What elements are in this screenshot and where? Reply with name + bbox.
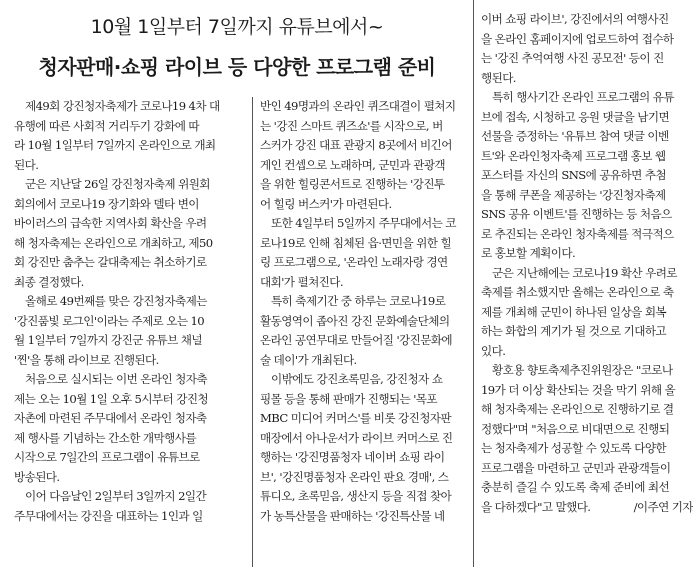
text-line: 활동영역이 좁아진 강진 문화예술단체의 bbox=[260, 313, 450, 328]
text-line: 축제를 취소했지만 올해는 온라인으로 축 bbox=[481, 285, 674, 299]
text-line: 충분히 즐길 수 있도록 축제 준비에 최선 bbox=[481, 480, 670, 494]
text-line: 을 다하겠다"고 말했다. /이주연 기자 bbox=[481, 498, 693, 518]
text-line: 최종 결정했다. bbox=[14, 274, 84, 289]
text-line: 하는 화합의 계기가 될 것으로 기대하고 bbox=[481, 324, 667, 338]
text-line: 링 프로그램으로, '온라인 노래자랑 경연 bbox=[260, 255, 448, 269]
text-line: 어 힐링 버스커'가 마련된다. bbox=[260, 196, 392, 211]
text-line: 된다. bbox=[14, 157, 39, 172]
text-line: 온라인 공연무대로 만들어질 '강진문화에 bbox=[260, 333, 453, 347]
column-divider bbox=[252, 97, 253, 567]
article-column-2 bbox=[260, 97, 463, 526]
paragraph bbox=[481, 264, 693, 362]
text-line: 매장에서 아나운서가 라이브 커머스로 진 bbox=[260, 430, 453, 445]
text-line: 행하는 '강진명품청자 네이버 쇼핑 라이 bbox=[260, 450, 445, 464]
text-line: MBC 미디어 커머스'를 비롯 강진청자판 bbox=[260, 411, 452, 425]
text-line: 가 농특산물을 판매하는 '강진특산물 네 bbox=[260, 508, 445, 523]
text-line: 올해로 49번째를 맞은 강진청자축제는 bbox=[25, 294, 207, 308]
paragraph bbox=[481, 361, 693, 517]
text-line: 시작으로 7일간의 프로그램이 유튜브로 bbox=[14, 450, 200, 464]
text-line: 이버 쇼핑 라이브', 강진에서의 여행사진 bbox=[481, 12, 669, 26]
text-line: 19가 더 이상 확산되는 것을 막기 위해 올 bbox=[481, 382, 676, 397]
text-line: 회의에서 코로나19 장기화와 델타 변이 bbox=[14, 196, 199, 211]
text-line: SNS 공유 이벤트'를 진행하는 등 처음으 bbox=[481, 207, 672, 221]
text-line: 이밖에도 강진초록믿음, 강진청자 쇼 bbox=[271, 372, 443, 386]
text-line: 게인 컨셉으로 노래하며, 군민과 관광객 bbox=[260, 157, 446, 172]
text-line: 군은 지난달 26일 강진청자축제 위원회 bbox=[25, 177, 210, 191]
headline-block bbox=[8, 4, 466, 80]
headline-line-2: 청자판매·쇼핑 라이브 등 다양한 프로그램 준비 bbox=[38, 55, 436, 79]
text-line: 대회'가 펼쳐진다. bbox=[260, 274, 343, 289]
paragraph bbox=[260, 97, 463, 214]
text-line: 트'와 온라인청자축제 프로그램 홍보 웹 bbox=[481, 148, 666, 163]
paragraph bbox=[481, 88, 693, 264]
paragraph bbox=[14, 487, 244, 526]
text-line: 처음으로 실시되는 이번 온라인 청자축 bbox=[25, 372, 207, 386]
text-line: 선물을 증정하는 '유튜브 참여 댓글 이벤 bbox=[481, 129, 669, 143]
text-line: 해 청자축제는 온라인으로 개최하고, 제50 bbox=[14, 235, 213, 250]
paragraph bbox=[14, 292, 244, 370]
text-line: 황호용 향토축제추진위원장은 "코로나 bbox=[492, 363, 673, 377]
paragraph bbox=[260, 292, 463, 370]
text-line: 특히 행사기간 온라인 프로그램의 유튜 bbox=[492, 90, 674, 104]
text-line: 포스터를 자신의 SNS에 공유하면 추첨 bbox=[481, 168, 666, 182]
text-line: '강진품빛 로그인'이라는 주제로 오는 10 bbox=[14, 313, 205, 328]
text-line: 는 '강진 추억여행 사진 공모전' 등이 진 bbox=[481, 51, 664, 65]
text-line: 브에 접속, 시청하고 응원 댓글을 남기면 bbox=[481, 109, 670, 124]
text-line: '찐'을 통해 라이브로 진행된다. bbox=[14, 352, 159, 367]
text-line: 라 10월 1일부터 7일까지 온라인으로 개최 bbox=[14, 138, 216, 152]
column-divider bbox=[473, 0, 474, 567]
text-line: 는 '강진 스마트 퀴즈쇼'를 시작으로, 버 bbox=[260, 118, 443, 133]
paragraph bbox=[260, 214, 463, 292]
text-line: 행된다. bbox=[481, 70, 516, 85]
text-line: 유행에 따른 사회적 거리두기 강화에 따 bbox=[14, 118, 200, 133]
text-line: 프로그램을 마련하고 군민과 관광객들이 bbox=[481, 460, 671, 475]
text-line: 회 강진만 춤추는 갈대축제는 취소하기로 bbox=[14, 255, 207, 269]
text-line: 제49회 강진청자축제가 코로나19 4차 대 bbox=[25, 99, 220, 113]
text-line: 제는 오는 10월 1일 오후 5시부터 강진청 bbox=[14, 391, 209, 406]
headline-line-1: 10월 1일부터 7일까지 유튜브에서~ bbox=[90, 16, 384, 38]
paragraph bbox=[481, 10, 693, 88]
text-line: 는 청자축제가 성공할 수 있도록 다양한 bbox=[481, 441, 667, 455]
text-line: 을 온라인 홈페이지에 업로드하여 접수하 bbox=[481, 31, 674, 46]
text-line: 있다. bbox=[481, 343, 506, 358]
text-line: 주무대에서는 강진을 대표하는 1인과 일 bbox=[14, 508, 203, 523]
text-line: 로나19로 인해 침체된 읍·면민을 위한 힐 bbox=[260, 235, 452, 250]
text-line: 제 행사를 기념하는 간소한 개막행사를 bbox=[14, 430, 196, 445]
paragraph bbox=[14, 175, 244, 292]
text-line: 특히 축제기간 중 하루는 코로나19로 bbox=[271, 294, 446, 308]
text-line: 또한 4일부터 5일까지 주무대에서는 코 bbox=[271, 216, 456, 230]
paragraph bbox=[14, 97, 244, 175]
text-line: 튜디오, 초록믿음, 생산지 등을 직접 찾아 bbox=[260, 489, 452, 503]
article-column-1 bbox=[14, 97, 244, 526]
text-line: 제를 개최해 군민이 하나된 일상을 회복 bbox=[481, 304, 667, 319]
text-line: 군은 지난해에는 코로나19 확산 우려로 bbox=[492, 265, 677, 280]
text-line: 로 홍보할 계획이다. bbox=[481, 246, 576, 260]
text-line: 정했다"며 "처음으로 비대면으로 진행되 bbox=[481, 421, 670, 436]
text-line: 을 통해 쿠폰을 제공하는 '강진청자축제 bbox=[481, 187, 666, 202]
text-line: 스커가 강진 대표 관광지 8곳에서 비긴어 bbox=[260, 138, 452, 152]
text-line: 핑몰 등을 통해 판매가 진행되는 '목포 bbox=[260, 391, 438, 406]
text-line: 을 위한 힐링콘서트로 진행하는 '강진투 bbox=[260, 177, 445, 191]
paragraph bbox=[260, 370, 463, 526]
article-column-3 bbox=[481, 10, 693, 517]
text-line: 로 추진되는 온라인 청자축제를 적극적으 bbox=[481, 226, 674, 241]
text-line: 술 데이'가 개최된다. bbox=[260, 352, 357, 367]
byline: /이주연 기자 bbox=[633, 499, 693, 514]
text-line: 방송된다. bbox=[14, 469, 60, 484]
text-line: 반인 49명과의 온라인 퀴즈대결이 펼쳐지 bbox=[260, 99, 456, 113]
text-line: 이어 다음날인 2일부터 3일까지 2일간 bbox=[25, 489, 207, 503]
text-line: 월 1일부터 7일까지 강진군 유튜브 채널 bbox=[14, 333, 202, 347]
paragraph bbox=[14, 370, 244, 487]
text-line: 자촌에 마련된 주무대에서 온라인 청자축 bbox=[14, 411, 207, 425]
text-line: 브', '강진명품청자 온라인 판요 경매', 스 bbox=[260, 469, 449, 484]
text-line: 바이러스의 급속한 지역사회 확산을 우려 bbox=[14, 216, 207, 230]
text-line: 해 청자축제는 온라인으로 진행하기로 결 bbox=[481, 402, 674, 416]
